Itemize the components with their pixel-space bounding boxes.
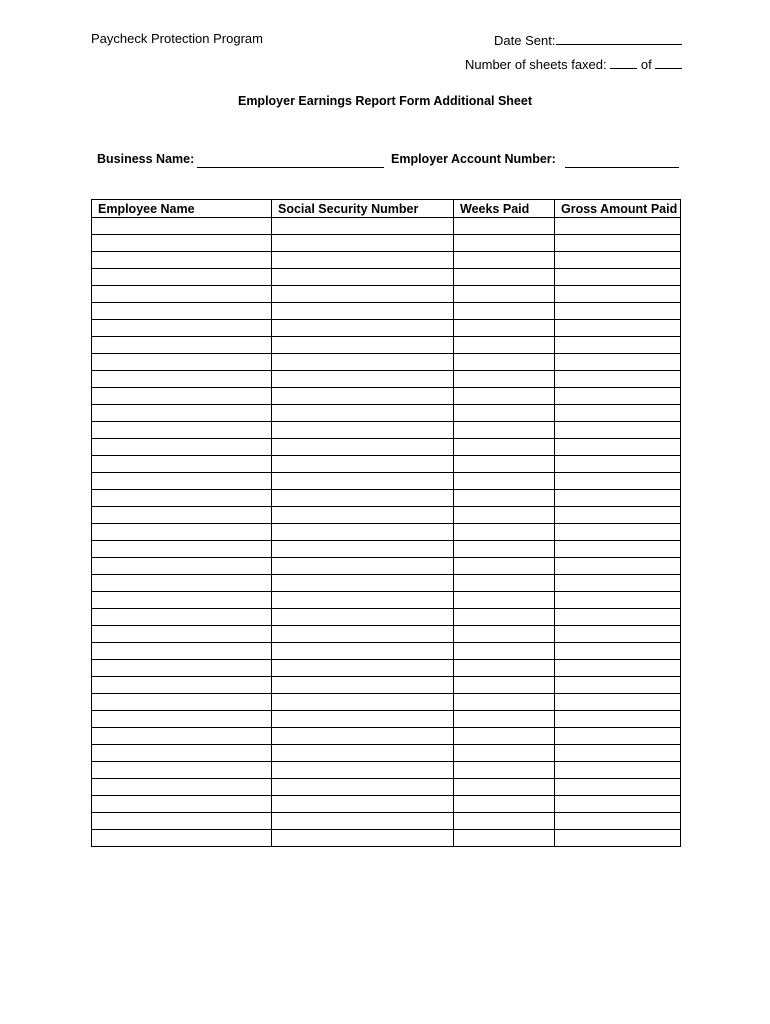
table-row xyxy=(92,541,681,558)
employee-name-cell[interactable] xyxy=(92,218,272,235)
ssn-cell[interactable] xyxy=(272,643,454,660)
gross-amount-cell[interactable] xyxy=(555,830,681,847)
weeks-paid-cell[interactable] xyxy=(454,456,555,473)
gross-amount-cell[interactable] xyxy=(555,796,681,813)
weeks-paid-cell[interactable] xyxy=(454,609,555,626)
employee-name-cell[interactable] xyxy=(92,660,272,677)
ssn-cell[interactable] xyxy=(272,558,454,575)
ssn-cell[interactable] xyxy=(272,252,454,269)
weeks-paid-cell[interactable] xyxy=(454,575,555,592)
table-row xyxy=(92,694,681,711)
table-row xyxy=(92,711,681,728)
table-header-row xyxy=(92,200,681,218)
table-row xyxy=(92,626,681,643)
weeks-paid-cell[interactable] xyxy=(454,558,555,575)
employee-name-cell[interactable] xyxy=(92,558,272,575)
table-row xyxy=(92,473,681,490)
employee-name-cell[interactable] xyxy=(92,541,272,558)
weeks-paid-cell[interactable] xyxy=(454,320,555,337)
ssn-cell[interactable] xyxy=(272,745,454,762)
weeks-paid-cell[interactable] xyxy=(454,405,555,422)
table-row xyxy=(92,422,681,439)
table-row xyxy=(92,575,681,592)
ssn-cell[interactable] xyxy=(272,694,454,711)
ssn-cell[interactable] xyxy=(272,779,454,796)
weeks-paid-cell[interactable] xyxy=(454,626,555,643)
weeks-paid-cell[interactable] xyxy=(454,303,555,320)
sheets-faxed-total-field[interactable] xyxy=(655,55,682,69)
ssn-cell[interactable] xyxy=(272,762,454,779)
employee-name-cell[interactable] xyxy=(92,388,272,405)
table-row xyxy=(92,456,681,473)
sheets-faxed xyxy=(465,55,682,72)
weeks-paid-cell[interactable] xyxy=(454,473,555,490)
ssn-cell[interactable] xyxy=(272,405,454,422)
weeks-paid-cell[interactable] xyxy=(454,337,555,354)
gross-amount-cell[interactable] xyxy=(555,524,681,541)
gross-amount-cell[interactable] xyxy=(555,745,681,762)
employee-name-cell[interactable] xyxy=(92,252,272,269)
business-name-field[interactable] xyxy=(197,167,384,168)
weeks-paid-cell[interactable] xyxy=(454,694,555,711)
table-row xyxy=(92,218,681,235)
employee-name-cell[interactable] xyxy=(92,762,272,779)
ssn-cell[interactable] xyxy=(272,320,454,337)
gross-amount-cell[interactable] xyxy=(555,779,681,796)
weeks-paid-cell[interactable] xyxy=(454,235,555,252)
employee-name-cell[interactable] xyxy=(92,473,272,490)
weeks-paid-cell[interactable] xyxy=(454,269,555,286)
employee-name-cell[interactable] xyxy=(92,354,272,371)
gross-amount-cell[interactable] xyxy=(555,813,681,830)
gross-amount-cell[interactable] xyxy=(555,320,681,337)
ssn-cell[interactable] xyxy=(272,592,454,609)
ssn-cell[interactable] xyxy=(272,371,454,388)
form-title: Employer Earnings Report Form Additional Sheet xyxy=(237,94,533,108)
weeks-paid-cell[interactable] xyxy=(454,388,555,405)
weeks-paid-cell[interactable] xyxy=(454,422,555,439)
gross-amount-cell[interactable] xyxy=(555,575,681,592)
table-row xyxy=(92,660,681,677)
weeks-paid-cell[interactable] xyxy=(454,252,555,269)
column-header-employee-name: Employee Name xyxy=(92,200,272,218)
employee-name-cell[interactable] xyxy=(92,507,272,524)
employee-name-cell[interactable] xyxy=(92,337,272,354)
gross-amount-cell[interactable] xyxy=(555,303,681,320)
employee-name-cell[interactable] xyxy=(92,813,272,830)
table-row xyxy=(92,354,681,371)
ssn-cell[interactable] xyxy=(272,269,454,286)
table-row xyxy=(92,592,681,609)
gross-amount-cell[interactable] xyxy=(555,371,681,388)
gross-amount-cell[interactable] xyxy=(555,694,681,711)
employee-name-cell[interactable] xyxy=(92,694,272,711)
employee-name-cell[interactable] xyxy=(92,830,272,847)
ssn-cell[interactable] xyxy=(272,711,454,728)
gross-amount-cell[interactable] xyxy=(555,558,681,575)
weeks-paid-cell[interactable] xyxy=(454,745,555,762)
ssn-cell[interactable] xyxy=(272,541,454,558)
date-sent-label: Date Sent: xyxy=(494,33,556,48)
table-row xyxy=(92,609,681,626)
employee-name-cell[interactable] xyxy=(92,235,272,252)
date-sent xyxy=(494,31,682,48)
sheets-faxed-count-field[interactable] xyxy=(610,55,637,69)
weeks-paid-cell[interactable] xyxy=(454,592,555,609)
ssn-cell[interactable] xyxy=(272,813,454,830)
table-row xyxy=(92,643,681,660)
ssn-cell[interactable] xyxy=(272,337,454,354)
business-name-label: Business Name: xyxy=(97,152,195,166)
gross-amount-cell[interactable] xyxy=(555,456,681,473)
weeks-paid-cell[interactable] xyxy=(454,677,555,694)
table-row xyxy=(92,813,681,830)
employee-name-cell[interactable] xyxy=(92,456,272,473)
ssn-cell[interactable] xyxy=(272,507,454,524)
ssn-cell[interactable] xyxy=(272,524,454,541)
ssn-cell[interactable] xyxy=(272,286,454,303)
gross-amount-cell[interactable] xyxy=(555,235,681,252)
employee-name-cell[interactable] xyxy=(92,728,272,745)
weeks-paid-cell[interactable] xyxy=(454,371,555,388)
employee-name-cell[interactable] xyxy=(92,371,272,388)
ssn-cell[interactable] xyxy=(272,218,454,235)
gross-amount-cell[interactable] xyxy=(555,762,681,779)
table-row xyxy=(92,388,681,405)
gross-amount-cell[interactable] xyxy=(555,252,681,269)
ssn-cell[interactable] xyxy=(272,626,454,643)
gross-amount-cell[interactable] xyxy=(555,490,681,507)
employee-name-cell[interactable] xyxy=(92,405,272,422)
ssn-cell[interactable] xyxy=(272,388,454,405)
gross-amount-cell[interactable] xyxy=(555,609,681,626)
employee-name-cell[interactable] xyxy=(92,592,272,609)
ssn-cell[interactable] xyxy=(272,354,454,371)
program-name: Paycheck Protection Program xyxy=(91,31,263,46)
employee-name-cell[interactable] xyxy=(92,626,272,643)
table-row xyxy=(92,439,681,456)
table-row xyxy=(92,762,681,779)
weeks-paid-cell[interactable] xyxy=(454,524,555,541)
weeks-paid-cell[interactable] xyxy=(454,796,555,813)
table-row xyxy=(92,728,681,745)
table-row xyxy=(92,320,681,337)
date-sent-field[interactable] xyxy=(556,31,682,45)
ssn-cell[interactable] xyxy=(272,456,454,473)
weeks-paid-cell[interactable] xyxy=(454,830,555,847)
ssn-cell[interactable] xyxy=(272,235,454,252)
weeks-paid-cell[interactable] xyxy=(454,490,555,507)
employee-name-cell[interactable] xyxy=(92,320,272,337)
employee-name-cell[interactable] xyxy=(92,286,272,303)
table-row xyxy=(92,490,681,507)
weeks-paid-cell[interactable] xyxy=(454,660,555,677)
table-row xyxy=(92,830,681,847)
ssn-cell[interactable] xyxy=(272,728,454,745)
employee-name-cell[interactable] xyxy=(92,609,272,626)
weeks-paid-cell[interactable] xyxy=(454,354,555,371)
ssn-cell[interactable] xyxy=(272,422,454,439)
weeks-paid-cell[interactable] xyxy=(454,286,555,303)
table-row xyxy=(92,286,681,303)
employee-name-cell[interactable] xyxy=(92,269,272,286)
ssn-cell[interactable] xyxy=(272,439,454,456)
employee-name-cell[interactable] xyxy=(92,524,272,541)
employee-name-cell[interactable] xyxy=(92,439,272,456)
table-row xyxy=(92,252,681,269)
gross-amount-cell[interactable] xyxy=(555,269,681,286)
table-row xyxy=(92,235,681,252)
table-body xyxy=(92,218,681,847)
weeks-paid-cell[interactable] xyxy=(454,728,555,745)
gross-amount-cell[interactable] xyxy=(555,354,681,371)
gross-amount-cell[interactable] xyxy=(555,286,681,303)
weeks-paid-cell[interactable] xyxy=(454,762,555,779)
gross-amount-cell[interactable] xyxy=(555,405,681,422)
employee-name-cell[interactable] xyxy=(92,796,272,813)
gross-amount-cell[interactable] xyxy=(555,439,681,456)
employee-name-cell[interactable] xyxy=(92,677,272,694)
gross-amount-cell[interactable] xyxy=(555,218,681,235)
ssn-cell[interactable] xyxy=(272,830,454,847)
table-row xyxy=(92,796,681,813)
table-row xyxy=(92,558,681,575)
table-row xyxy=(92,405,681,422)
gross-amount-cell[interactable] xyxy=(555,643,681,660)
employer-account-field[interactable] xyxy=(565,167,679,168)
ssn-cell[interactable] xyxy=(272,609,454,626)
column-header-ssn: Social Security Number xyxy=(272,200,454,218)
weeks-paid-cell[interactable] xyxy=(454,711,555,728)
employee-name-cell[interactable] xyxy=(92,643,272,660)
table-row xyxy=(92,524,681,541)
weeks-paid-cell[interactable] xyxy=(454,541,555,558)
sheets-faxed-label: Number of sheets faxed: xyxy=(465,57,607,72)
gross-amount-cell[interactable] xyxy=(555,677,681,694)
weeks-paid-cell[interactable] xyxy=(454,218,555,235)
gross-amount-cell[interactable] xyxy=(555,473,681,490)
employee-name-cell[interactable] xyxy=(92,711,272,728)
weeks-paid-cell[interactable] xyxy=(454,439,555,456)
gross-amount-cell[interactable] xyxy=(555,728,681,745)
ssn-cell[interactable] xyxy=(272,303,454,320)
employee-earnings-table xyxy=(91,199,681,847)
gross-amount-cell[interactable] xyxy=(555,660,681,677)
gross-amount-cell[interactable] xyxy=(555,626,681,643)
table-row xyxy=(92,303,681,320)
gross-amount-cell[interactable] xyxy=(555,337,681,354)
table-row xyxy=(92,507,681,524)
column-header-gross-amount: Gross Amount Paid xyxy=(555,200,681,218)
gross-amount-cell[interactable] xyxy=(555,422,681,439)
table-row xyxy=(92,371,681,388)
employee-name-cell[interactable] xyxy=(92,745,272,762)
table-row xyxy=(92,745,681,762)
gross-amount-cell[interactable] xyxy=(555,388,681,405)
table-row xyxy=(92,269,681,286)
ssn-cell[interactable] xyxy=(272,677,454,694)
employee-name-cell[interactable] xyxy=(92,779,272,796)
weeks-paid-cell[interactable] xyxy=(454,779,555,796)
gross-amount-cell[interactable] xyxy=(555,541,681,558)
gross-amount-cell[interactable] xyxy=(555,507,681,524)
weeks-paid-cell[interactable] xyxy=(454,643,555,660)
ssn-cell[interactable] xyxy=(272,473,454,490)
ssn-cell[interactable] xyxy=(272,796,454,813)
of-label: of xyxy=(640,57,652,72)
column-header-weeks-paid: Weeks Paid xyxy=(454,200,555,218)
table-row xyxy=(92,677,681,694)
gross-amount-cell[interactable] xyxy=(555,711,681,728)
employee-name-cell[interactable] xyxy=(92,303,272,320)
table-row xyxy=(92,779,681,796)
employee-name-cell[interactable] xyxy=(92,575,272,592)
weeks-paid-cell[interactable] xyxy=(454,507,555,524)
employee-name-cell[interactable] xyxy=(92,422,272,439)
table-row xyxy=(92,337,681,354)
employer-account-label: Employer Account Number: xyxy=(391,152,556,166)
ssn-cell[interactable] xyxy=(272,660,454,677)
gross-amount-cell[interactable] xyxy=(555,592,681,609)
employee-name-cell[interactable] xyxy=(92,490,272,507)
weeks-paid-cell[interactable] xyxy=(454,813,555,830)
ssn-cell[interactable] xyxy=(272,490,454,507)
ssn-cell[interactable] xyxy=(272,575,454,592)
